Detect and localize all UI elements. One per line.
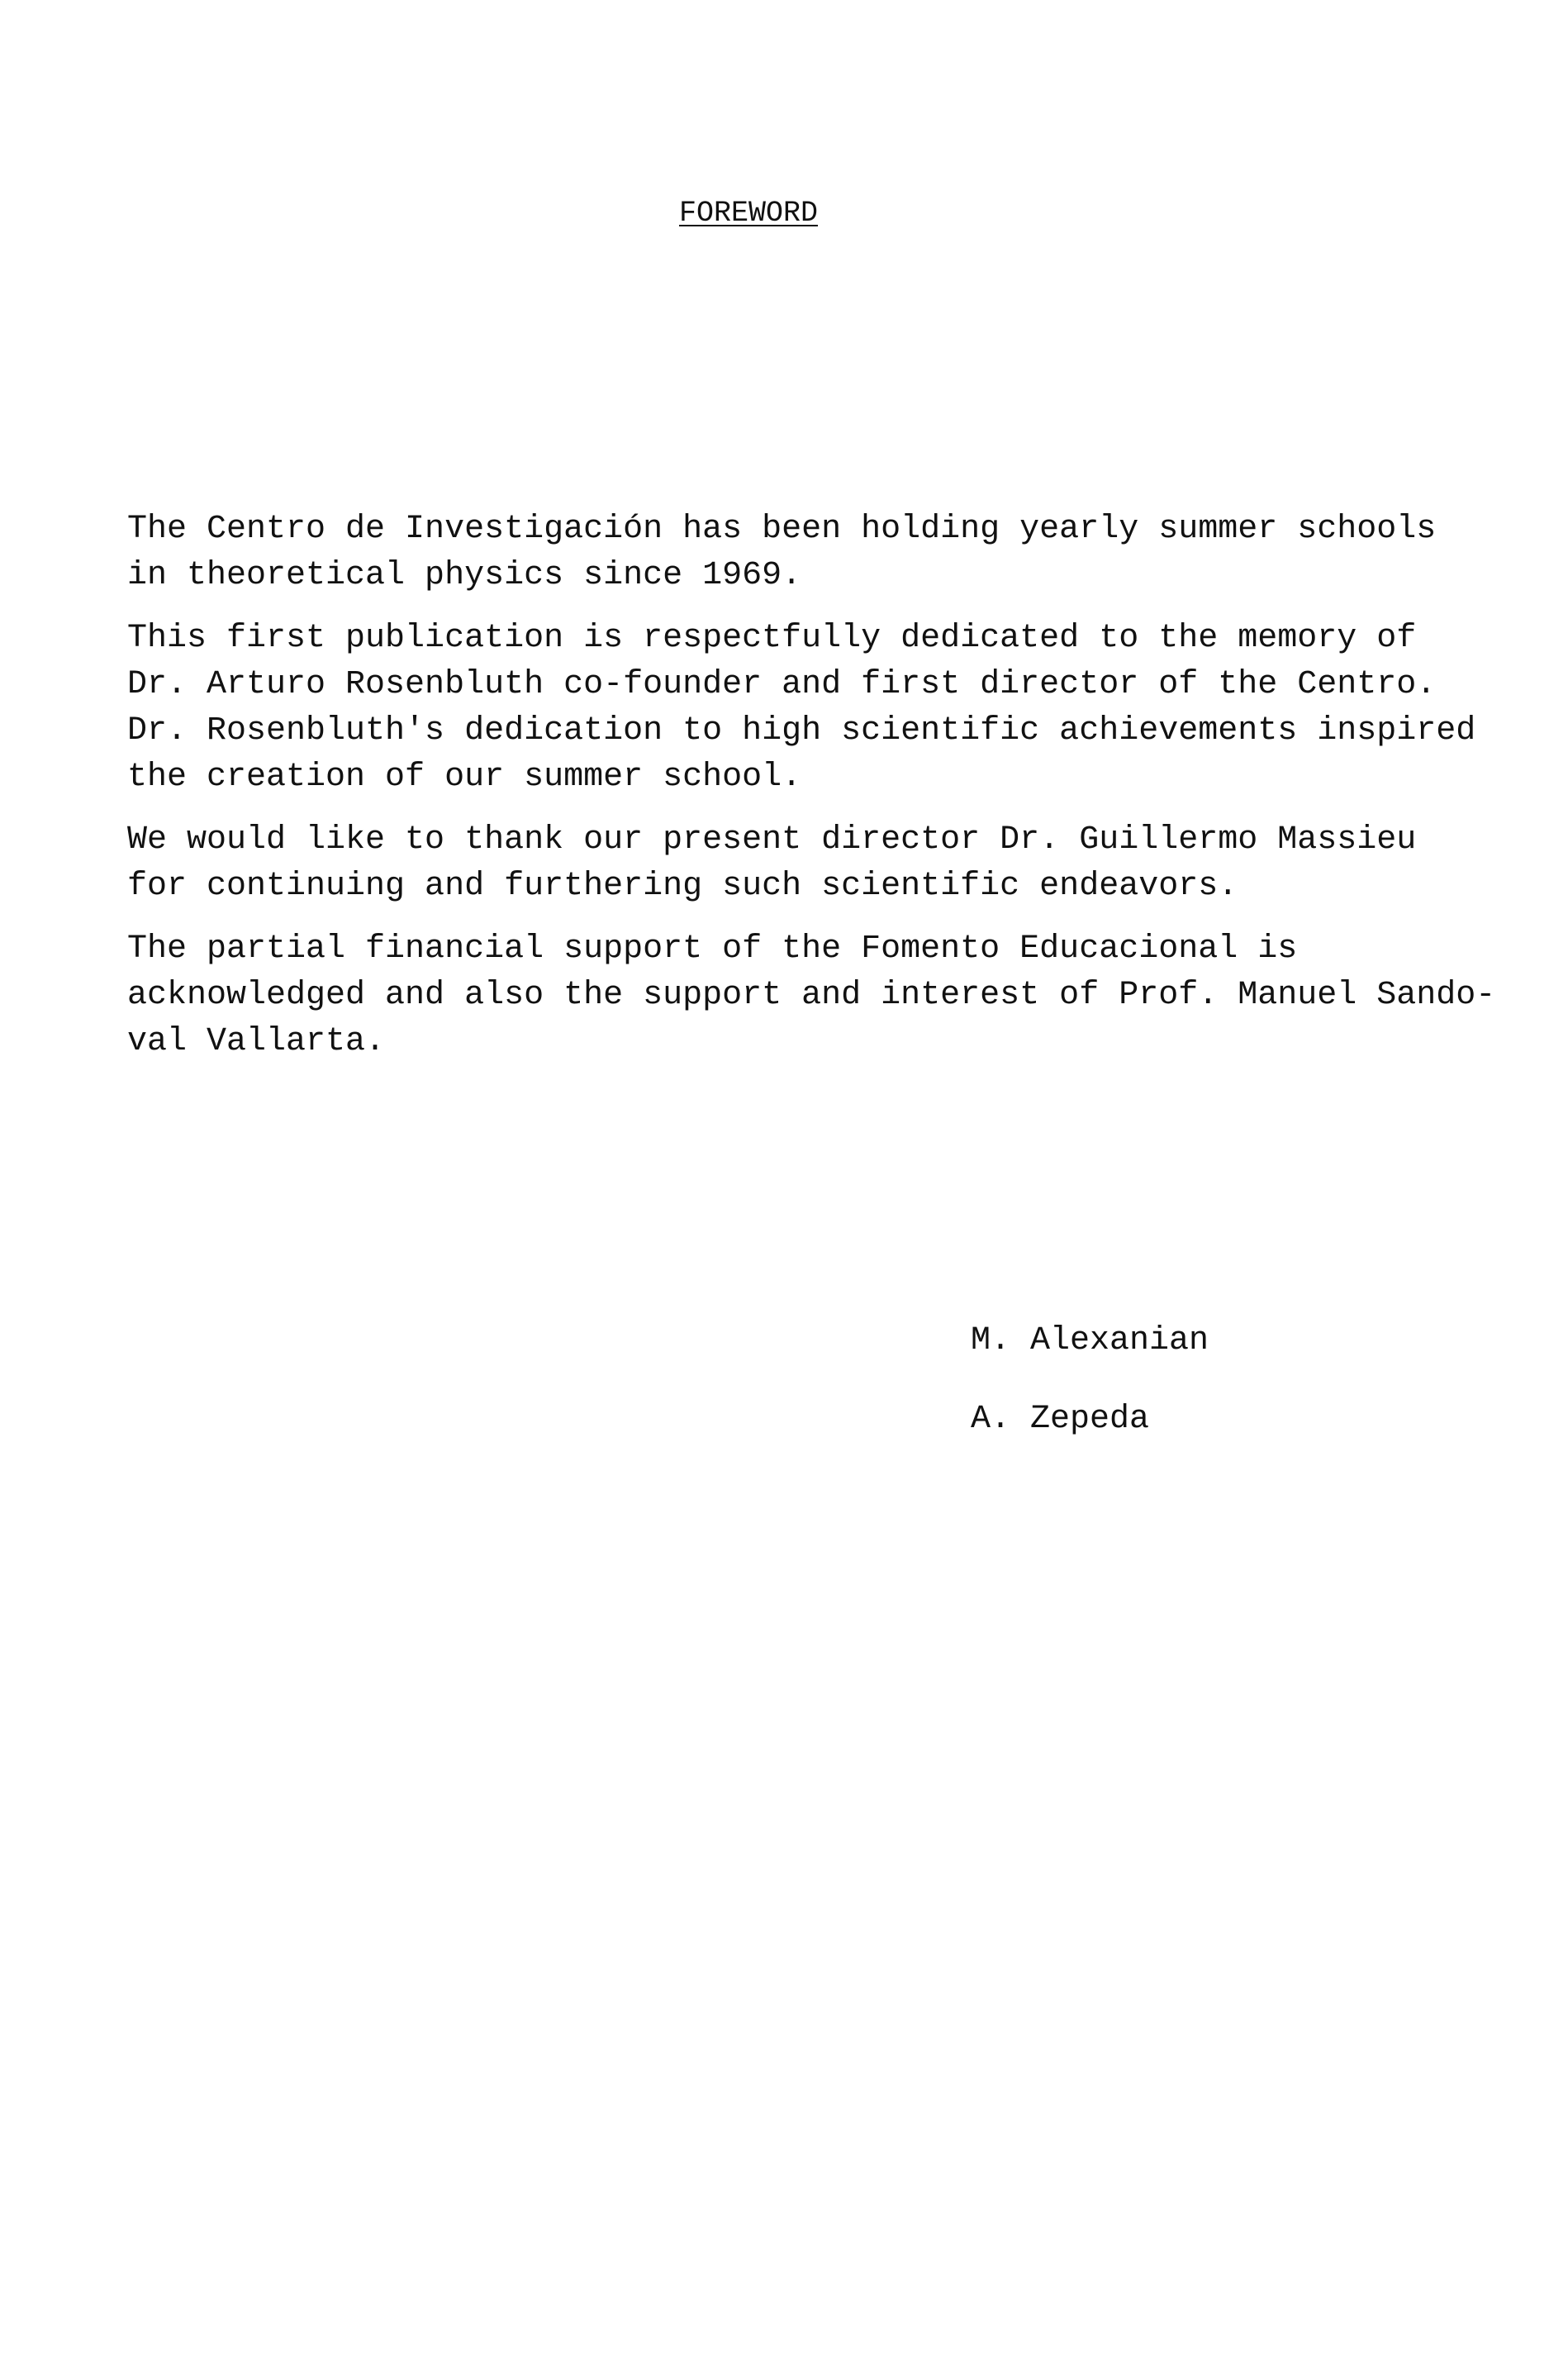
text-line: This first publication is respectfully dedicated to the memory of	[127, 620, 1417, 657]
foreword-body	[127, 507, 1496, 1082]
signature-alexanian: M. Alexanian	[971, 1322, 1209, 1359]
text-line: the creation of our summer school.	[127, 759, 802, 796]
page-title: FOREWORD	[679, 197, 819, 230]
signature-zepeda: A. Zepeda	[971, 1401, 1150, 1438]
text-line: The Centro de Investigación has been holding yearly summer schools	[127, 511, 1437, 548]
text-line: val Vallarta.	[127, 1023, 386, 1060]
text-line: Dr. Rosenbluth's dedication to high scientific achievements inspired	[127, 712, 1476, 750]
paragraph-summer-schools	[127, 507, 1482, 599]
paragraph-thanks	[127, 817, 1482, 910]
text-line: for continuing and furthering such scientific endeavors.	[127, 868, 1238, 905]
paragraph-dedication	[127, 616, 1482, 801]
text-line: The partial financial support of the Fomento Educacional is	[127, 931, 1298, 968]
text-line: acknowledged and also the support and interest of Prof. Manuel Sando-	[127, 977, 1496, 1014]
text-line: Dr. Arturo Rosenbluth co-founder and first director of the Centro.	[127, 666, 1437, 703]
text-line: We would like to thank our present director Dr. Guillermo Massieu	[127, 821, 1417, 859]
signature-block	[971, 1318, 1209, 1475]
text-line: in theoretical physics since 1969.	[127, 557, 802, 594]
paragraph-support	[127, 926, 1496, 1065]
